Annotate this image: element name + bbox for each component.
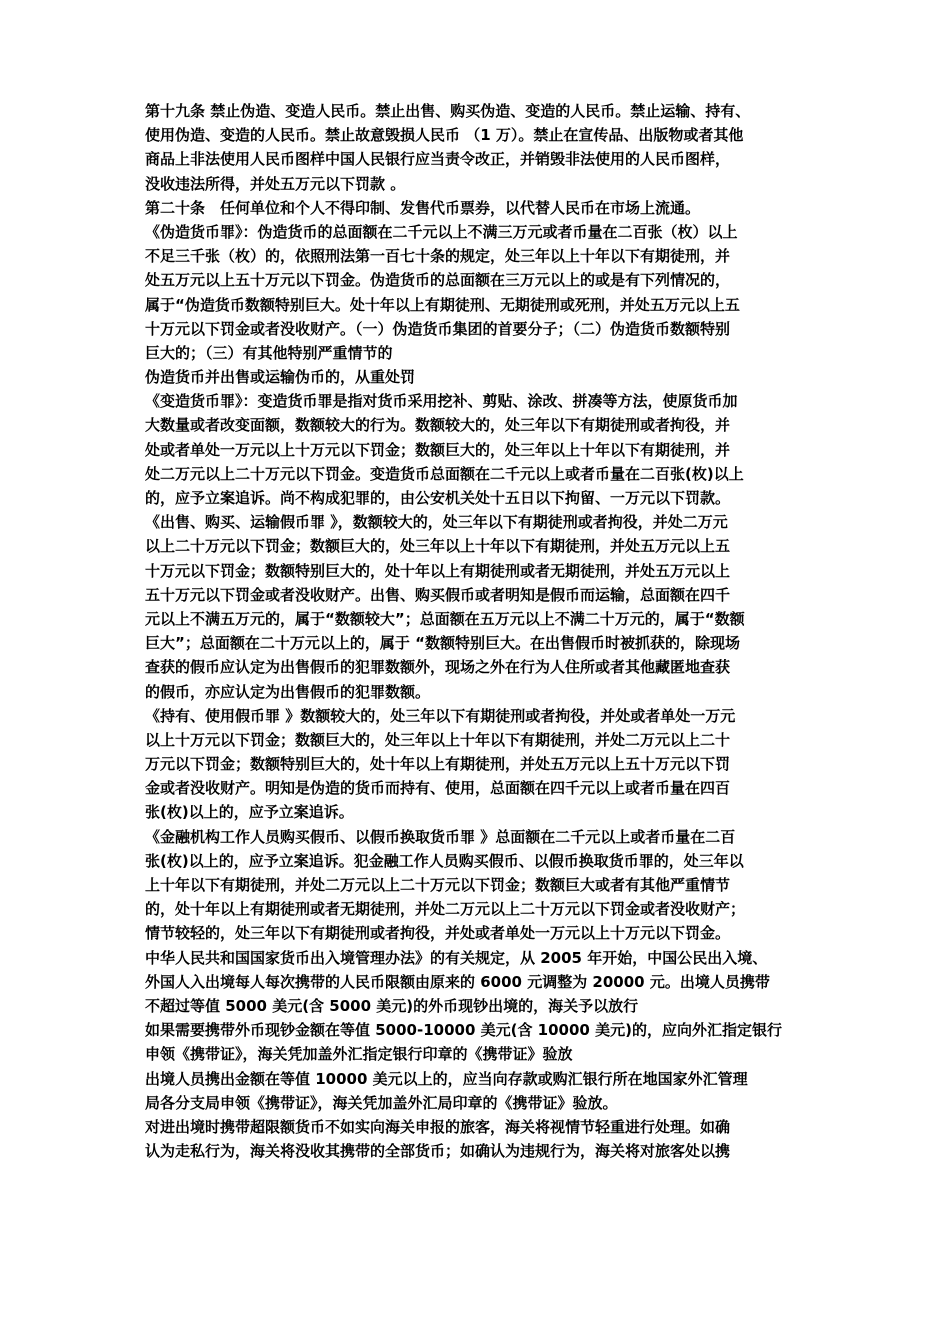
- text-line: 商品上非法使用人民币图样中国人民银行应当责令改正，并销毁非法使用的人民币图样，: [145, 150, 731, 169]
- text-line: 使用伪造、变造的人民币。禁止故意毁损人民币 （1 万）。禁止在宣传品、出版物或者其他: [145, 126, 744, 145]
- text-line: 不超过等值 5000 美元(含 5000 美元)的外币现钞出境的，海关予以放行: [145, 996, 639, 1015]
- text-line: 十万元以下罚金或者没收财产。（一）伪造货币集团的首要分子；（二）伪造货币数额特别: [145, 319, 731, 338]
- text-line: 的，处十年以上有期徒刑或者无期徒刑，并处二万元以上二十万元以下罚金或者没收财产；: [145, 900, 746, 919]
- text-line: 伪造货币并出售或运输伪币的，从重处罚: [145, 368, 416, 387]
- text-line: 《伪造货币罪》：伪造货币的总面额在二千元以上不满三万元或者币量在二百张（枚）以上: [145, 222, 738, 241]
- text-line: 以上二十万元以下罚金；数额巨大的，处三年以上十年以下有期徒刑，并处五万元以上五: [145, 537, 731, 556]
- text-line: 的假币，亦应认定为出售假币的犯罪数额。: [145, 682, 431, 701]
- text-line: 出境人员携出金额在等值 10000 美元以上的，应当向存款或购汇银行所在地国家外汇管理: [145, 1069, 748, 1088]
- text-line: 没收违法所得，并处五万元以下罚款 。: [145, 174, 406, 193]
- text-line: 对进出境时携带超限额货币不如实向海关申报的旅客，海关将视情节轻重进行处理。如确: [145, 1117, 731, 1136]
- text-line: 《出售、购买、运输假币罪 》，数额较大的，处三年以下有期徒刑或者拘役，并处二万元: [145, 513, 728, 532]
- text-line: 五十万元以下罚金或者没收财产。出售、购买假币或者明知是假币而运输，总面额在四千: [145, 585, 731, 604]
- text-line: 万元以下罚金；数额特别巨大的，处十年以上有期徒刑，并处五万元以上五十万元以下罚: [145, 755, 731, 774]
- text-line: 情节较轻的，处三年以下有期徒刑或者拘役，并处或者单处一万元以上十万元以下罚金。: [145, 924, 731, 943]
- text-line: 处或者单处一万元以上十万元以下罚金；数额巨大的，处三年以上十年以下有期徒刑，并: [145, 440, 731, 459]
- text-line: 大数量或者改变面额，数额较大的行为。数额较大的，处三年以下有期徒刑或者拘役，并: [145, 416, 731, 435]
- text-line: 以上十万元以下罚金；数额巨大的，处三年以上十年以下有期徒刑，并处二万元以上二十: [145, 730, 731, 749]
- text-line: 《金融机构工作人员购买假币、以假币换取货币罪 》总面额在二千元以上或者币量在二百: [145, 827, 736, 846]
- text-line: 处五万元以上五十万元以下罚金。伪造货币的总面额在三万元以上的或是有下列情况的，: [145, 271, 731, 290]
- text-line: 查获的假币应认定为出售假币的犯罪数额外，现场之外在行为人住所或者其他藏匿地查获: [145, 658, 731, 677]
- text-line: 的，应予立案追诉。尚不构成犯罪的，由公安机关处十五日以下拘留、一万元以下罚款。: [145, 489, 731, 507]
- text-line: 元以上不满五万元的，属于“数额较大”；总面额在五万元以上不满二十万元的，属于“数额: [145, 609, 745, 628]
- text-line: 中华人民共和国国家货币出入境管理办法》的有关规定，从 2005 年开始，中国公民出入境、: [145, 948, 768, 967]
- text-line: 属于“伪造货币数额特别巨大。处十年以上有期徒刑、无期徒刑或死刑，并处五万元以上五: [145, 295, 740, 314]
- text-line: 十万元以下罚金；数额特别巨大的，处十年以上有期徒刑或者无期徒刑，并处五万元以上: [145, 561, 731, 580]
- text-line: 上十年以下有期徒刑，并处二万元以上二十万元以下罚金；数额巨大或者有其他严重情节: [145, 876, 731, 894]
- text-line: 《持有、使用假币罪 》数额较大的，处三年以下有期徒刑或者拘役，并处或者单处一万元: [145, 706, 736, 725]
- text-line: 巨大的；（三）有其他特别严重情节的: [145, 343, 393, 362]
- document-body: [145, 99, 813, 1163]
- text-line: 金或者没收财产。明知是伪造的货币而持有、使用，总面额在四千元以上或者币量在四百: [145, 779, 731, 798]
- text-line: 《变造货币罪》：变造货币罪是指对货币采用挖补、剪贴、涂改、拼凑等方法，使原货币加: [145, 392, 738, 411]
- text-line: 张(枚)以上的，应予立案追诉。: [145, 803, 354, 822]
- text-line: 认为走私行为，海关将没收其携带的全部货币；如确认为违规行为，海关将对旅客处以携: [145, 1142, 731, 1161]
- text-line: 巨大”；总面额在二十万元以上的，属于 “数额特别巨大。在出售假币时被抓获的，除现场: [145, 634, 740, 653]
- text-line: 如果需要携带外币现钞金额在等值 5000-10000 美元(含 10000 美元)的，应向外汇指定银行: [145, 1021, 782, 1040]
- text-line: 第二十条 任何单位和个人不得印制、发售代币票券，以代替人民币在市场上流通。: [145, 198, 701, 217]
- text-line: 申领《携带证》，海关凭加盖外汇指定银行印章的《携带证》验放: [145, 1045, 573, 1064]
- text-line: 第十九条 禁止伪造、变造人民币。禁止出售、购买伪造、变造的人民币。禁止运输、持有、: [145, 102, 751, 120]
- text-line: 张(枚)以上的，应予立案追诉。犯金融工作人员购买假币、以假币换取货币罪的，处三年以: [145, 851, 744, 870]
- text-line: 不足三千张（枚）的，依照刑法第一百七十条的规定，处三年以上十年以下有期徒刑，并: [145, 247, 731, 266]
- text-line: 处二万元以上二十万元以下罚金。变造货币总面额在二千元以上或者币量在二百张(枚)以上: [145, 464, 744, 483]
- text-line: 局各分支局申领《携带证》，海关凭加盖外汇局印章的《携带证》验放。: [145, 1093, 618, 1112]
- text-line: 外国人入出境每人每次携带的人民币限额由原来的 6000 元调整为 20000 元。出境人员携带: [145, 972, 770, 991]
